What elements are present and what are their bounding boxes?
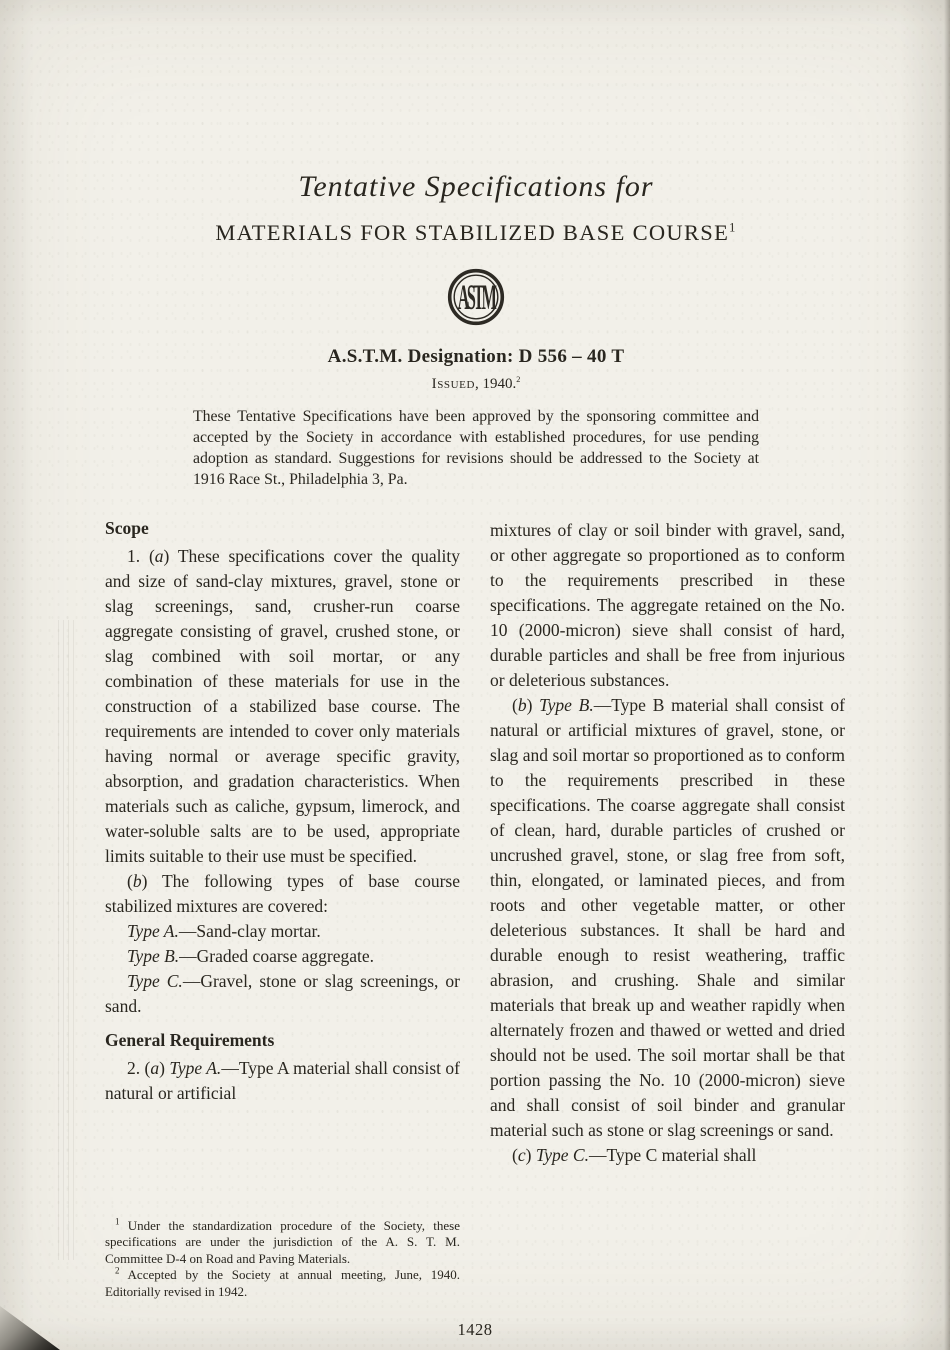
general-paragraph-2a <box>105 1056 460 1106</box>
footnote-2-text: Accepted by the Society at annual meeting, June, 1940. Editorially revised in 1942. <box>105 1267 460 1299</box>
text-segment: ) <box>525 1145 536 1165</box>
italic-text-segment: b <box>517 695 527 715</box>
scan-streaks-artifact <box>58 620 74 1260</box>
scope-paragraph-1b <box>105 869 460 919</box>
scope-paragraph-1a <box>105 544 460 869</box>
general-paragraph-2a-continued: mixtures of clay or soil binder with gravel, sand, or other aggregate so proportioned as to conform to the requirements prescribed in these specifications. The aggregate retained on the No. 10 (2000-micron) sieve shall consist of hard, durable particles and shall be free from injurious or deleterious substances. <box>490 520 845 690</box>
astm-seal-icon <box>447 268 505 326</box>
scope-heading: Scope <box>105 518 149 538</box>
text-segment: 2. ( <box>127 1058 151 1078</box>
footnote-2 <box>105 1267 460 1300</box>
two-column-body <box>105 518 847 1304</box>
text-segment: ( <box>512 1145 518 1165</box>
type-a-label: Type A. <box>127 921 179 941</box>
main-title-text: MATERIALS FOR STABILIZED BASE COURSE <box>215 220 730 245</box>
type-c-text: —Gravel, stone or slag screenings, or sand. <box>105 971 460 1016</box>
text-segment: 1. ( <box>127 546 155 566</box>
scan-edge-shadow <box>944 0 950 1350</box>
issued-date: , 1940. <box>475 376 517 392</box>
type-a-text: —Sand-clay mortar. <box>178 921 321 941</box>
footnotes-block <box>105 1218 460 1305</box>
type-c-item <box>105 969 460 1019</box>
issued-line <box>105 376 847 393</box>
italic-text-segment: c <box>517 1145 526 1165</box>
document-header <box>105 170 847 490</box>
text-segment: ) <box>526 695 540 715</box>
italic-text-segment: Type B. <box>539 695 594 715</box>
page-footer <box>0 1320 950 1340</box>
general-requirements-heading: General Requirements <box>105 1030 275 1050</box>
text-segment: ) These specifications cover the quality and size of sand-clay mixtures, gravel, stone or slag screenings, sand, crusher-run coarse aggregate consisting of gravel, crushed stone, or slag combined with soil mortar, or any combination of these materials for use in the construction of a stabilized base course. The requirements are intended to cover only materials having normal or average specific gravity, absorption, and gradation characteristics. When materials such as caliche, gypsum, limerock, and water-soluble salts are to be used, appropriate limits suitable to their use must be specified. <box>105 546 461 866</box>
left-column <box>105 518 460 1304</box>
main-title <box>105 220 847 246</box>
footnote-1-text: Under the standardization procedure of the Society, these specifications are under the jurisdiction of the A. S. T. M. Committee D-4 on Road and Paving Materials. <box>105 1217 461 1266</box>
text-segment: ) The following types of base course stabilized mixtures are covered: <box>105 871 460 916</box>
footnote-2-ref: 2 <box>115 1265 120 1276</box>
series-title: Tentative Specifications for <box>298 170 654 203</box>
text-segment: —Type C material shall <box>588 1145 757 1165</box>
text-segment: —Type B material shall consist of natural or artificial mixtures of gravel, stone, or slag and soil mortar so proportioned as to conform to the requirements prescribed in these specifications. The coarse aggregate shall consist of clean, hard, durable particles of crushed or uncrushed gravel, stone, or slag free from soft, thin, elongated, or laminated pieces, and from roots and other vegetable matter, or other deleterious substances. It shall be hard and durable enough to resist weathering, traffic abrasion, and crushing. Shale and similar materials that break up and weather rapidly when alternately frozen and thawed or wetted and dried should not be used. The soil mortar shall be that portion passing the No. 10 (2000-micron) sieve and shall consist of soil binder and granular material such as stone or slag screenings or sand. <box>490 695 845 1140</box>
astm-logo <box>447 268 505 326</box>
text-segment: ( <box>127 871 133 891</box>
issued-label: Issued <box>431 376 476 392</box>
right-column <box>490 518 845 1304</box>
italic-text-segment: a <box>154 546 164 566</box>
type-b-text: —Graded coarse aggregate. <box>179 946 374 966</box>
type-c-label: Type C. <box>127 971 183 991</box>
italic-text-segment: b <box>132 871 142 891</box>
text-segment: ( <box>512 695 518 715</box>
footnote-1-ref: 1 <box>115 1216 120 1227</box>
type-a-item <box>105 919 460 944</box>
type-b-label: Type B. <box>127 946 180 966</box>
general-paragraph-2c <box>490 1143 845 1168</box>
footnote-ref-1-marker: 1 <box>729 220 737 235</box>
type-b-item <box>105 944 460 969</box>
footnote-ref-2-marker: 2 <box>516 375 521 384</box>
text-segment: ) <box>159 1058 170 1078</box>
italic-text-segment: a <box>150 1058 160 1078</box>
footnote-1 <box>105 1218 460 1268</box>
text-segment: —Type A material shall consist of natural or artificial <box>105 1058 461 1103</box>
italic-text-segment: Type A. <box>169 1058 222 1078</box>
astm-monogram: ASTM <box>457 278 495 318</box>
italic-text-segment: Type C. <box>535 1145 589 1165</box>
general-paragraph-2b <box>490 693 845 1143</box>
designation-line: A.S.T.M. Designation: D 556 – 40 T <box>327 346 625 367</box>
page-number: 1428 <box>457 1320 493 1339</box>
approval-note: These Tentative Specifications have been approved by the sponsoring committee and accepted by the Society in accordance with established procedures, for use pending adoption as standard. Suggestions for revisions should be addressed to the Society at 1916 Race St., Philadelphia 3, Pa. <box>193 408 759 488</box>
